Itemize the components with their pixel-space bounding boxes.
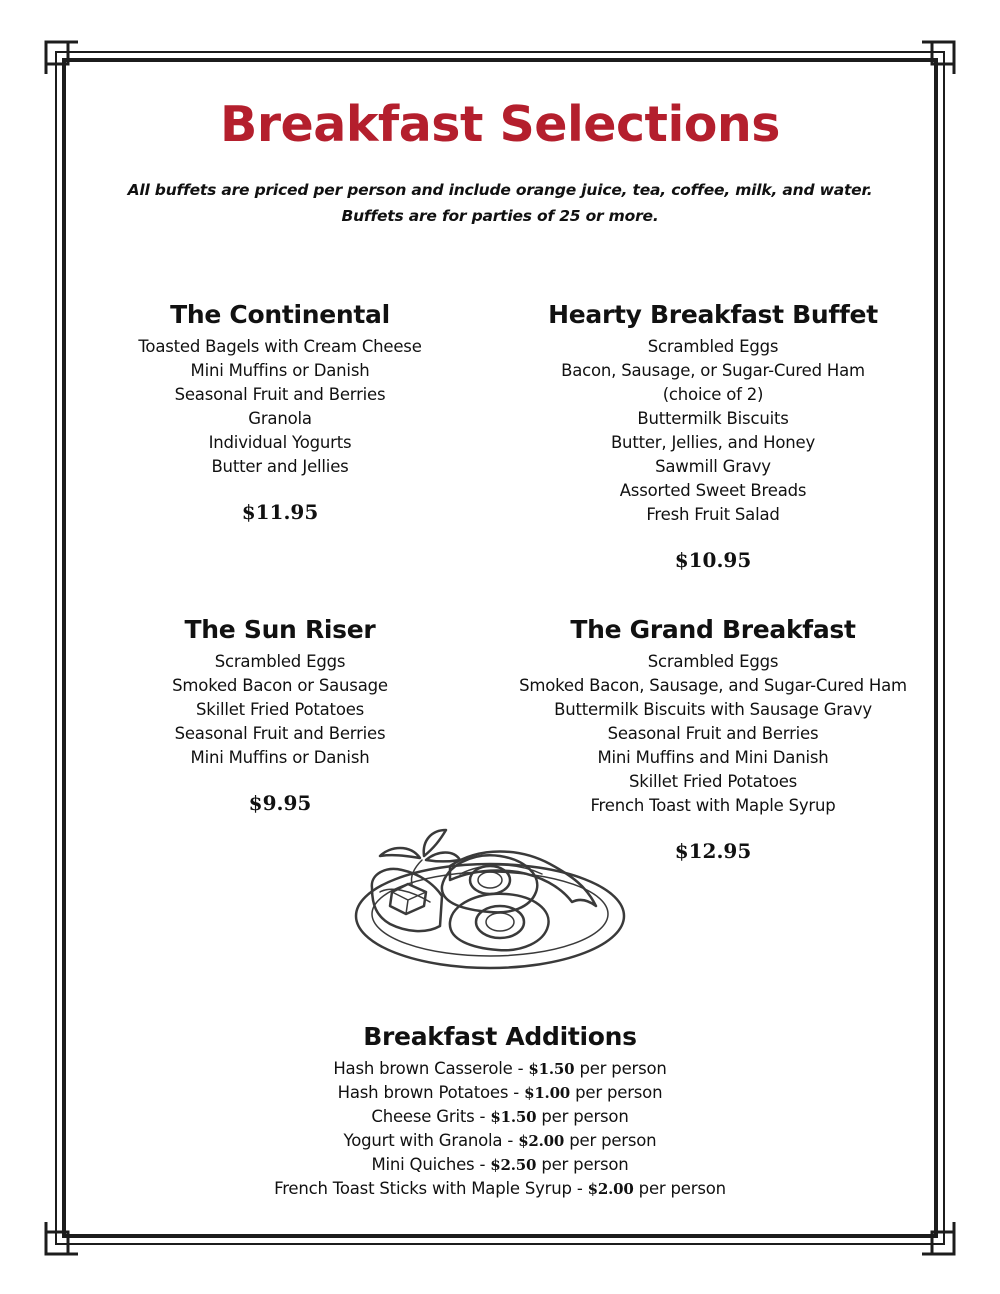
list-item [150,1129,850,1153]
continental-heading: The Continental [170,300,390,329]
list-item: Buttermilk Biscuits with Sausage Gravy [554,700,872,719]
list-item: Fresh Fruit Salad [646,505,780,524]
hearty-items [500,335,926,527]
list-item: Scrambled Eggs [647,652,779,671]
additions-section [150,1019,850,1201]
addition-price: $2.00 [518,1132,565,1150]
list-item: Skillet Fried Potatoes [628,772,798,791]
addition-unit: per person [638,1179,726,1198]
addition-price: $1.50 [528,1060,575,1078]
continental-price: $11.95 [241,500,319,524]
list-item: Buttermilk Biscuits [637,409,789,428]
sunriser-section [110,612,450,815]
list-item: Toasted Bagels with Cream Cheese [138,337,422,356]
sunriser-price: $9.95 [248,791,312,815]
grand-items [490,650,936,818]
additions-heading: Breakfast Additions [363,1022,637,1051]
addition-price: $2.50 [490,1156,537,1174]
list-item [150,1105,850,1129]
list-item: Butter, Jellies, and Honey [610,433,816,452]
list-item: (choice of 2) [662,385,764,404]
list-item: Seasonal Fruit and Berries [607,724,819,743]
subtitle-line-2: Buffets are for parties of 25 or more. [341,207,659,225]
addition-unit: per person [579,1059,667,1078]
addition-name: Hash brown Casserole - [333,1059,529,1078]
grand-heading: The Grand Breakfast [570,615,856,644]
list-item: Granola [248,409,312,428]
list-item: Individual Yogurts [208,433,352,452]
additions-items [150,1057,850,1201]
list-item: Scrambled Eggs [214,652,346,671]
continental-section [110,297,450,524]
page-title: Breakfast Selections [220,96,780,153]
list-item [150,1081,850,1105]
list-item: Sawmill Gravy [655,457,771,476]
list-item: Scrambled Eggs [647,337,779,356]
addition-unit: per person [541,1155,629,1174]
addition-price: $1.50 [490,1108,537,1126]
subtitle-line-1: All buffets are priced per person and include orange juice, tea, coffee, milk, and water. [127,181,873,199]
list-item: Seasonal Fruit and Berries [174,724,386,743]
list-item [150,1177,850,1201]
list-item: French Toast with Maple Syrup [590,796,836,815]
sunriser-items [110,650,450,770]
addition-name: French Toast Sticks with Maple Syrup - [274,1179,588,1198]
list-item: Mini Muffins or Danish [190,361,370,380]
hearty-heading: Hearty Breakfast Buffet [548,300,878,329]
hearty-section [500,297,926,572]
list-item: Mini Muffins and Mini Danish [597,748,829,767]
addition-price: $1.00 [524,1084,571,1102]
addition-name: Hash brown Potatoes - [337,1083,525,1102]
addition-name: Mini Quiches - [371,1155,491,1174]
list-item: Seasonal Fruit and Berries [174,385,386,404]
breakfast-plate-icon [350,826,630,976]
list-item: Bacon, Sausage, or Sugar-Cured Ham [561,361,865,380]
sunriser-heading: The Sun Riser [184,615,376,644]
list-item: Assorted Sweet Breads [619,481,807,500]
grand-price: $12.95 [674,839,752,863]
list-item [150,1057,850,1081]
list-item: Mini Muffins or Danish [190,748,370,767]
addition-price: $2.00 [587,1180,634,1198]
addition-unit: per person [575,1083,663,1102]
addition-name: Yogurt with Granola - [343,1131,519,1150]
continental-items [110,335,450,479]
hearty-price: $10.95 [674,548,752,572]
list-item: Smoked Bacon or Sausage [172,676,388,695]
list-item: Smoked Bacon, Sausage, and Sugar-Cured Ham [519,676,907,695]
list-item: Butter and Jellies [211,457,349,476]
list-item: Skillet Fried Potatoes [195,700,365,719]
addition-unit: per person [541,1107,629,1126]
addition-name: Cheese Grits - [371,1107,491,1126]
addition-unit: per person [569,1131,657,1150]
list-item [150,1153,850,1177]
